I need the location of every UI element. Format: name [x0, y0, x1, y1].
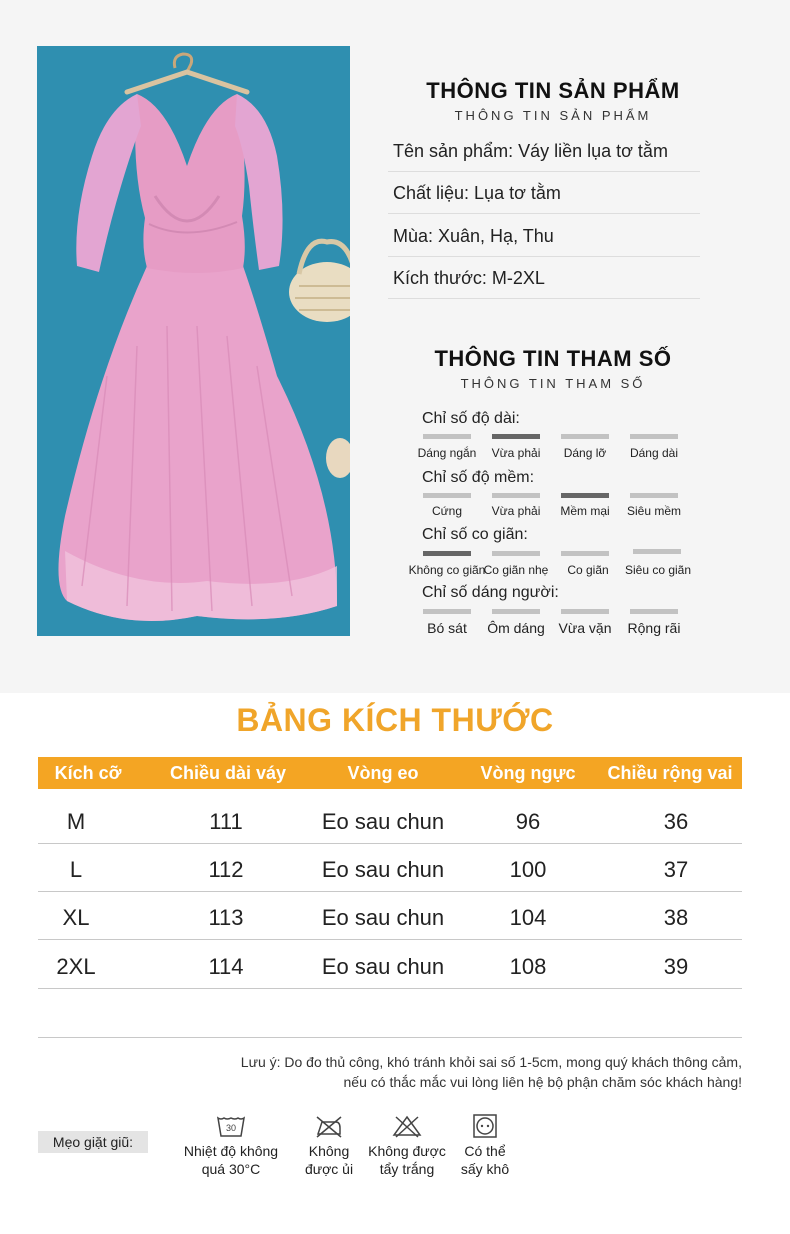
washing-tips-label: Mẹo giặt giũ: [38, 1131, 148, 1153]
table-row [38, 941, 742, 989]
info-row-size: Kích thước: M-2XL [388, 257, 700, 299]
wash-text: được ủi [304, 1161, 354, 1177]
param-bar [561, 434, 609, 439]
param-bar [561, 609, 609, 614]
cell-size: 2XL [56, 954, 96, 979]
param-bar [630, 493, 678, 498]
cell-shoulder: 38 [663, 905, 689, 930]
cell-size: M [66, 809, 86, 834]
header-bust: Vòng ngực [480, 763, 576, 783]
param-option: Bó sát [427, 620, 467, 636]
cell-waist: Eo sau chun [321, 809, 445, 834]
param-option: Dáng lỡ [563, 446, 607, 460]
param-label-softness: Chỉ số độ mềm: [422, 469, 535, 486]
cell-shoulder: 36 [663, 809, 689, 834]
note-line: nếu có thắc mắc vui lòng liên hệ bộ phận chăm sóc khách hàng! [343, 1074, 742, 1090]
param-option: Vừa phải [491, 446, 541, 460]
product-info-title: THÔNG TIN SẢN PHẨM [426, 78, 680, 103]
param-option: Vừa phải [491, 504, 541, 518]
header-waist: Vòng eo [347, 763, 419, 783]
wash-text: tẩy trắng [379, 1161, 435, 1177]
cell-length: 114 [208, 954, 244, 979]
cell-bust: 96 [515, 809, 541, 834]
header-size: Kích cỡ [54, 763, 122, 783]
info-row-name: Tên sản phẩm: Váy liền lụa tơ tằm [388, 130, 700, 172]
note-line: Lưu ý: Do đo thủ công, khó tránh khỏi sai số 1-5cm, mong quý khách thông cảm, [240, 1054, 742, 1070]
param-option: Vừa vặn [558, 620, 612, 636]
cell-bust: 104 [509, 905, 547, 930]
no-bleach-icon [392, 1114, 422, 1138]
wash-text: Nhiệt độ không [183, 1143, 279, 1159]
cell-shoulder: 37 [663, 857, 689, 882]
param-option: Mềm mại [560, 504, 610, 518]
cell-length: 112 [208, 857, 244, 882]
wash-30-icon [216, 1114, 246, 1138]
param-bar [561, 551, 609, 556]
table-row [38, 844, 742, 892]
product-photo [37, 46, 350, 636]
param-info-subtitle: THÔNG TIN THAM SỐ [460, 376, 646, 391]
param-option: Siêu co giãn [624, 563, 692, 577]
param-bar [492, 551, 540, 556]
wash-text: sấy khô [460, 1161, 510, 1177]
param-bar [492, 609, 540, 614]
no-iron-icon [314, 1114, 344, 1138]
product-info-subtitle: THÔNG TIN SẢN PHẨM [454, 108, 652, 123]
param-bar [492, 493, 540, 498]
param-option: Không co giãn [408, 563, 486, 577]
cell-size: L [69, 857, 83, 882]
param-bar [423, 493, 471, 498]
param-option: Dáng ngắn [417, 446, 477, 460]
table-row [38, 796, 742, 844]
dress-illustration [37, 46, 350, 636]
cell-bust: 100 [509, 857, 547, 882]
table-row [38, 892, 742, 940]
cell-waist: Eo sau chun [321, 954, 445, 979]
info-row-season: Mùa: Xuân, Hạ, Thu [388, 215, 700, 257]
cell-waist: Eo sau chun [321, 857, 445, 882]
table-row-empty [38, 990, 742, 1038]
param-bar [423, 434, 471, 439]
wash-text: Không [308, 1143, 350, 1159]
header-shoulder: Chiều rộng vai [607, 763, 733, 783]
wash-text: Có thể [464, 1143, 506, 1159]
wash-temp-mark: 30 [225, 1123, 237, 1133]
tumble-dry-icon [470, 1114, 500, 1138]
param-option: Ôm dáng [487, 620, 545, 636]
wash-text: Không được [368, 1143, 446, 1159]
size-chart-header [38, 757, 742, 789]
wash-text: quá 30°C [201, 1161, 261, 1177]
header-length: Chiều dài váy [169, 763, 287, 783]
param-label-fit: Chỉ số dáng người: [422, 584, 559, 601]
param-option: Co giãn [567, 563, 609, 577]
cell-length: 111 [209, 809, 243, 834]
wash-item [183, 1114, 279, 1178]
param-bar [561, 493, 609, 498]
param-bar [633, 549, 681, 554]
size-chart-title: BẢNG KÍCH THƯỚC [236, 702, 554, 738]
cell-shoulder: 39 [663, 954, 689, 979]
wash-item [437, 1114, 533, 1178]
param-label-length: Chỉ số độ dài: [422, 410, 520, 427]
param-option: Siêu mềm [626, 504, 682, 518]
info-row-material: Chất liệu: Lụa tơ tằm [388, 172, 700, 214]
param-info-title: THÔNG TIN THAM SỐ [434, 346, 672, 371]
cell-waist: Eo sau chun [321, 905, 445, 930]
cell-length: 113 [208, 905, 244, 930]
param-option: Cứng [431, 504, 463, 518]
param-option: Co giãn nhẹ [483, 563, 549, 577]
param-bar [423, 551, 471, 556]
param-label-stretch: Chỉ số co giãn: [422, 526, 528, 543]
param-option: Rộng rãi [627, 620, 681, 636]
param-bar [630, 434, 678, 439]
param-bar [423, 609, 471, 614]
param-bar [492, 434, 540, 439]
cell-size: XL [62, 905, 90, 930]
param-option: Dáng dài [629, 446, 679, 460]
param-bar [630, 609, 678, 614]
measurement-note [0, 1052, 742, 1092]
cell-bust: 108 [509, 954, 547, 979]
